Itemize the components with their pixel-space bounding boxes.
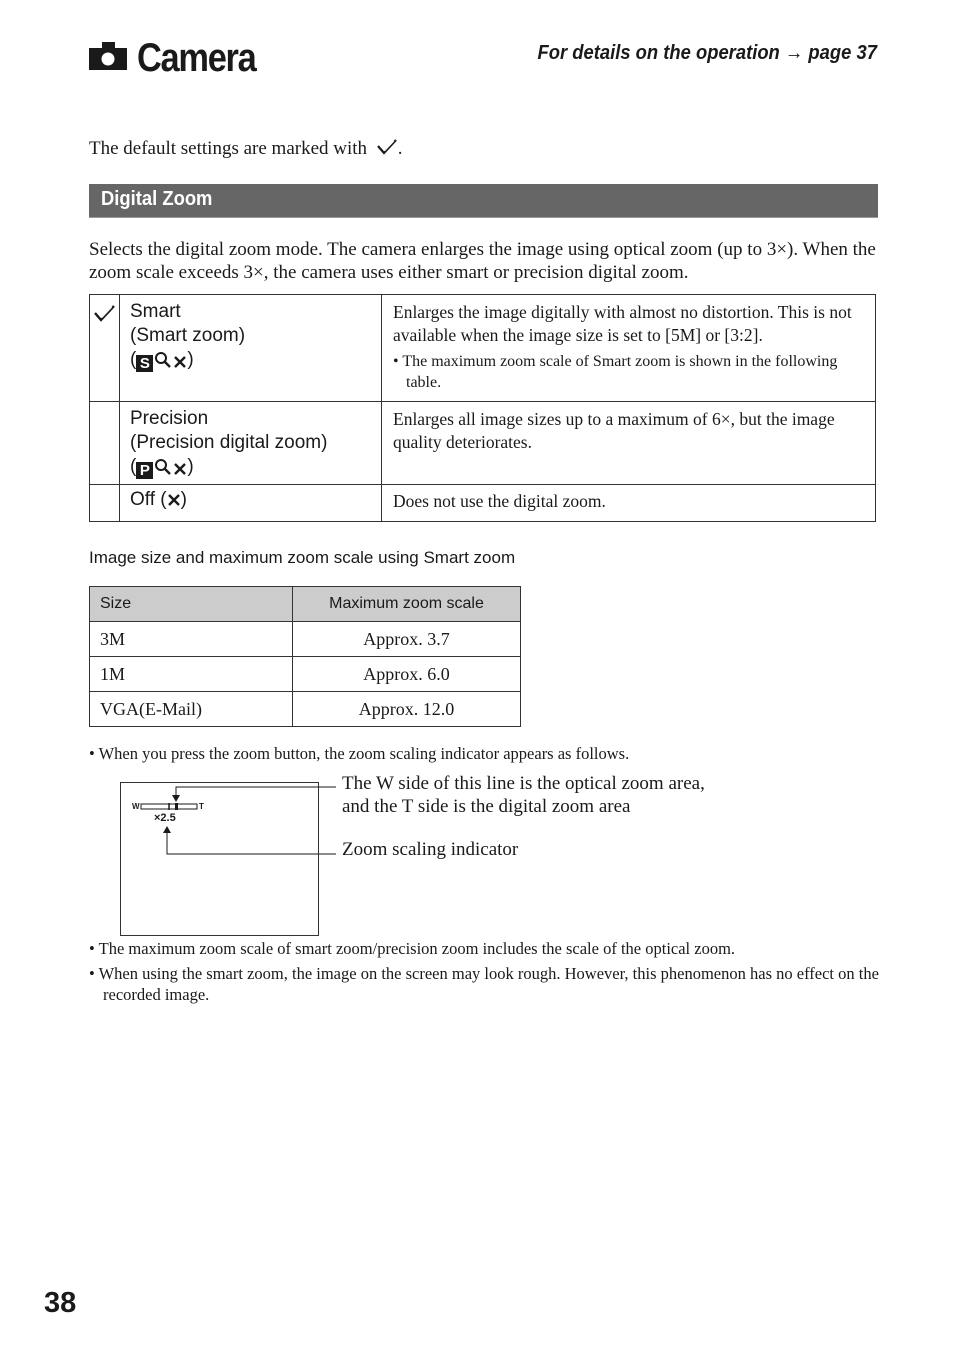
note-text: When you press the zoom button, the zoom scaling indicator appears as follows. [98, 744, 630, 763]
option-icon-group: ( S ) [130, 348, 381, 376]
option-name: Smart [130, 301, 181, 322]
arrow-down-icon [172, 795, 180, 802]
size-table-caption: Image size and maximum zoom scale using Smart zoom [89, 548, 516, 567]
callout-text-line-1: The W side of this line is the optical zoom area, [342, 773, 705, 794]
note-text: When using the smart zoom, the image on the screen may look rough. However, this phenomenon has no effect on the recorded image. [98, 964, 879, 1004]
divider-line-callout [342, 772, 705, 818]
zoom-position-marker [175, 803, 178, 810]
section-intro: Selects the digital zoom mode. The camera enlarges the image using optical zoom (up to 3×). When the zoom scale exceeds 3×, the camera uses either smart or precision digital zoom. [89, 239, 876, 283]
note-rough-image: • When using the smart zoom, the image on the screen may look rough. However, this phenomenon has no effect on the recorded image. [89, 964, 879, 1004]
option-icon-group: ( P ) [130, 455, 381, 483]
note-max-scale: • The maximum zoom scale of smart zoom/precision zoom includes the scale of the optical zoom. [89, 939, 736, 958]
zoom-scale-value: ×2.5 [154, 812, 176, 824]
option-description: Enlarges all image sizes up to a maximum of 6×, but the image quality deteriorates. [393, 409, 835, 452]
option-bullet: • The maximum zoom scale of Smart zoom is shown in the following table. [393, 353, 838, 391]
arrow-up-icon [163, 826, 171, 833]
indicator-callout: Zoom scaling indicator [342, 839, 519, 860]
note-text: The maximum zoom scale of smart zoom/precision zoom includes the scale of the optical zoom. [98, 939, 736, 958]
tele-label: T [199, 802, 204, 811]
section-title: Digital Zoom [101, 188, 213, 210]
page-number: 38 [44, 1287, 77, 1319]
size-cell: 3M [90, 622, 293, 657]
option-description: Does not use the digital zoom. [393, 491, 606, 511]
callout-text-line-2: and the T side is the digital zoom area [342, 796, 631, 817]
zoom-scale-cell: Approx. 3.7 [293, 622, 521, 657]
default-note-suffix: . [397, 138, 403, 159]
precision-zoom-icon: P [136, 462, 153, 479]
option-bullet-text: The maximum zoom scale of Smart zoom is shown in the following table. [402, 353, 838, 391]
zoom-scale-cell: Approx. 6.0 [293, 657, 521, 692]
column-header-size: Size [90, 587, 293, 622]
default-note-text: The default settings are marked with [89, 138, 368, 159]
wide-label: W [132, 802, 140, 811]
details-reference: For details on the operation → page 37 [537, 42, 877, 64]
size-cell: 1M [90, 657, 293, 692]
option-name-suffix: ) [180, 489, 187, 510]
option-subname: (Smart zoom) [130, 325, 246, 346]
size-cell: VGA(E-Mail) [90, 692, 293, 727]
page-title-text: Camera [137, 35, 256, 80]
column-header-max-zoom: Maximum zoom scale [293, 587, 521, 622]
smart-zoom-icon: S [136, 355, 153, 372]
option-name: Off ( [130, 489, 167, 510]
option-subname: (Precision digital zoom) [130, 432, 328, 453]
note-zoom-button: • When you press the zoom button, the zoom scaling indicator appears as follows. [89, 744, 630, 763]
option-description: Enlarges the image digitally with almost no distortion. This is not available when the image size is set to [5M] or [3:2]. [393, 302, 852, 345]
option-name: Precision [130, 408, 209, 429]
zoom-scale-cell: Approx. 12.0 [293, 692, 521, 727]
